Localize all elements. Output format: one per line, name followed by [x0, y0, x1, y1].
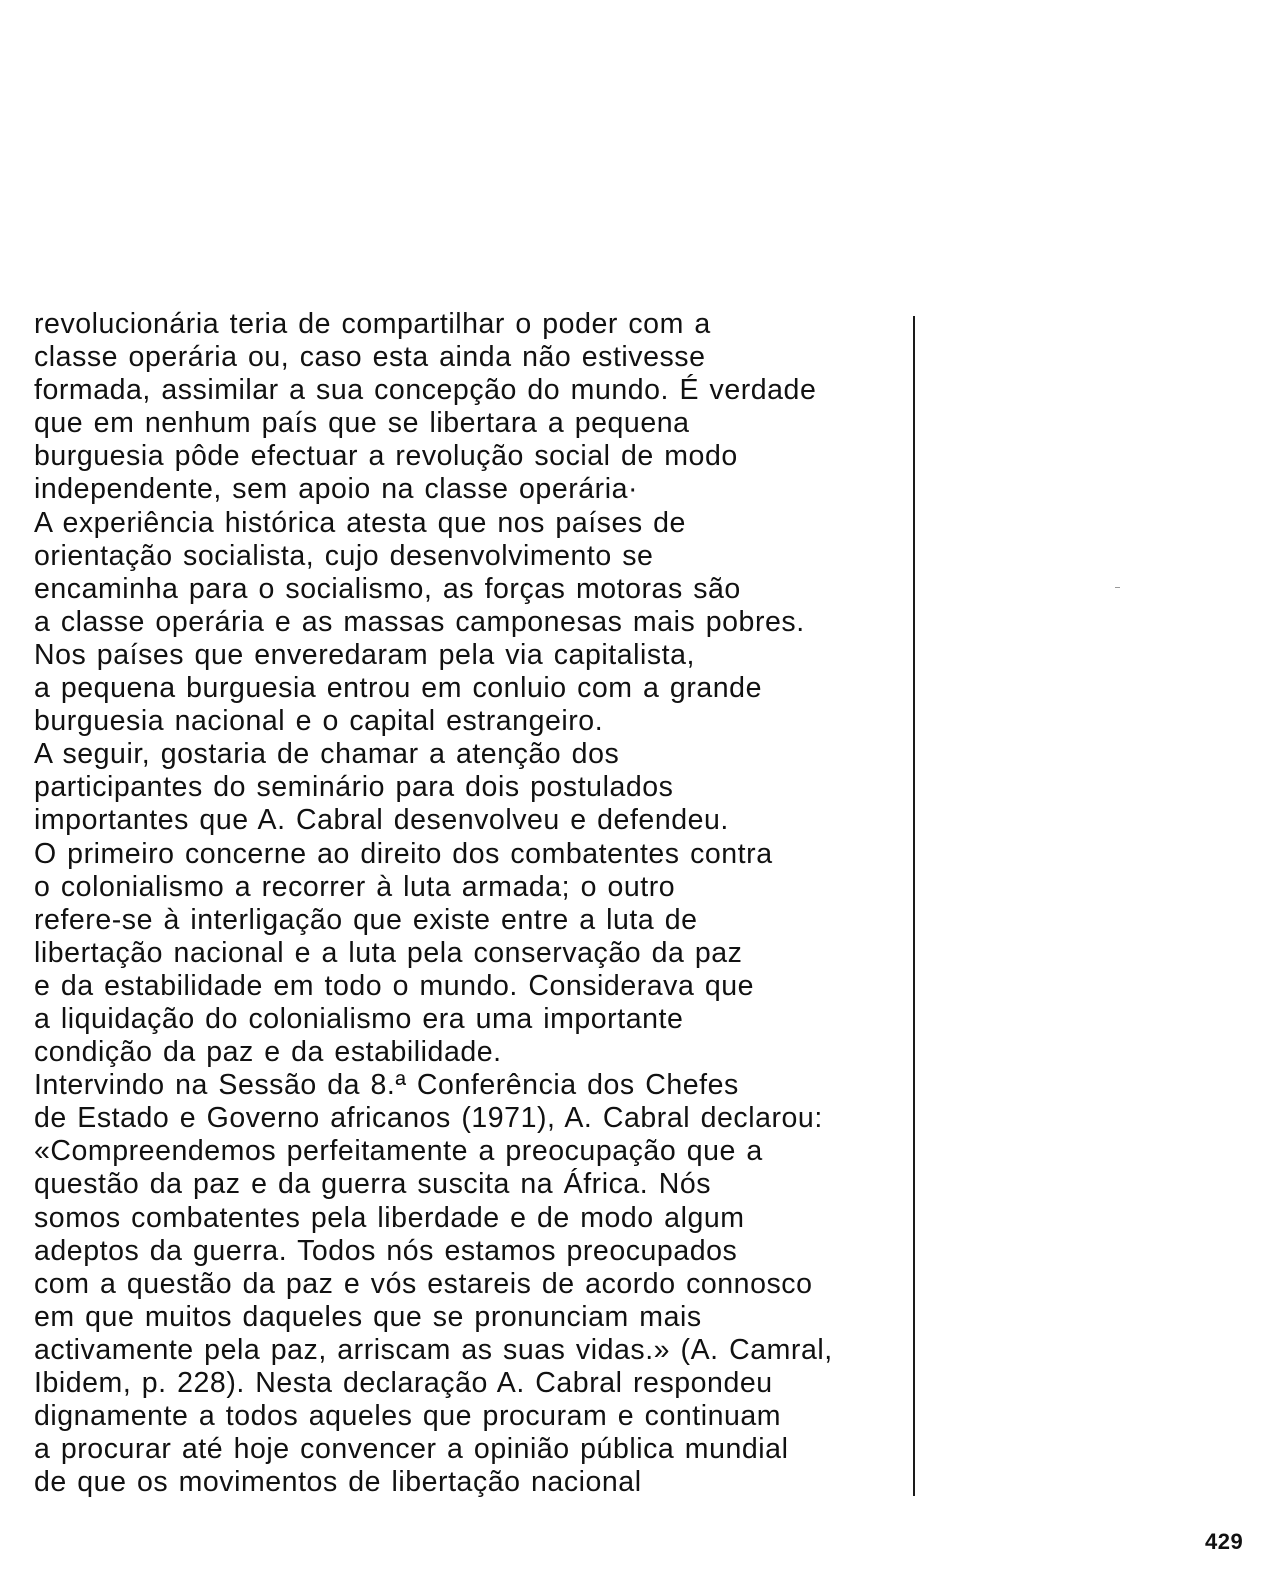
text-line: de Estado e Governo africanos (1971), A. Cabral declarou: [34, 1102, 823, 1135]
text-line: orientação socialista, cujo desenvolvimento se [34, 539, 654, 572]
text-line: condição da paz e da estabilidade. [34, 1036, 502, 1069]
text-line: somos combatentes pela liberdade e de modo algum [34, 1201, 745, 1234]
text-line: com a questão da paz e vós estareis de acordo connosco [34, 1267, 813, 1300]
margin-rule [913, 316, 915, 1496]
text-line: libertação nacional e a luta pela conservação da paz [34, 936, 743, 969]
text-line: de que os movimentos de libertação nacional [34, 1466, 642, 1499]
text-line: activamente pela paz, arriscam as suas vidas.» (A. Camral, [34, 1333, 833, 1366]
text-line: e da estabilidade em todo o mundo. Considerava que [34, 969, 755, 1002]
text-line: refere-se à interligação que existe entre a luta de [34, 903, 698, 936]
text-line: A experiência histórica atesta que nos países de [34, 506, 686, 539]
text-line: A seguir, gostaria de chamar a atenção dos [34, 738, 620, 771]
scan-mark [1115, 587, 1120, 588]
text-line: dignamente a todos aqueles que procuram e continuam [34, 1400, 782, 1433]
page-number: 429 [1205, 1529, 1244, 1554]
text-line: participantes do seminário para dois postulados [34, 771, 674, 804]
text-line: revolucionária teria de compartilhar o poder com a [34, 308, 711, 340]
text-line: a procurar até hoje convencer a opinião pública mundial [34, 1433, 789, 1466]
text-line: questão da paz e da guerra suscita na África. Nós [34, 1168, 712, 1201]
text-line: «Compreendemos perfeitamente a preocupação que a [34, 1135, 763, 1168]
text-line: o colonialismo a recorrer à luta armada; o outro [34, 870, 676, 903]
text-line: burguesia pôde efectuar a revolução social de modo [34, 440, 738, 473]
text-line: independente, sem apoio na classe operária· [34, 473, 639, 506]
text-line: Intervindo na Sessão da 8.ª Conferência dos Chefes [34, 1069, 739, 1102]
text-line: que em nenhum país que se libertara a pequena [34, 407, 690, 440]
text-line: O primeiro concerne ao direito dos combatentes contra [34, 837, 773, 870]
text-line: burguesia nacional e o capital estrangeiro. [34, 705, 604, 738]
text-line: Ibidem, p. 228). Nesta declaração A. Cabral respondeu [34, 1367, 773, 1399]
text-line: adeptos da guerra. Todos nós estamos preocupados [34, 1234, 738, 1267]
text-line: a pequena burguesia entrou em conluio com a grande [34, 672, 762, 705]
text-line: a classe operária e as massas camponesas mais pobres. [34, 605, 805, 638]
text-line: em que muitos daqueles que se pronunciam mais [34, 1300, 702, 1333]
body-text [34, 308, 906, 1499]
text-line: importantes que A. Cabral desenvolveu e defendeu. [34, 804, 729, 837]
text-line: a liquidação do colonialismo era uma importante [34, 1002, 684, 1035]
text-line: encaminha para o socialismo, as forças motoras são [34, 572, 741, 605]
text-line: formada, assimilar a sua concepção do mundo. É verdade [34, 374, 817, 407]
text-line: classe operária ou, caso esta ainda não estivesse [34, 341, 706, 374]
text-line: Nos países que enveredaram pela via capitalista, [34, 638, 696, 671]
